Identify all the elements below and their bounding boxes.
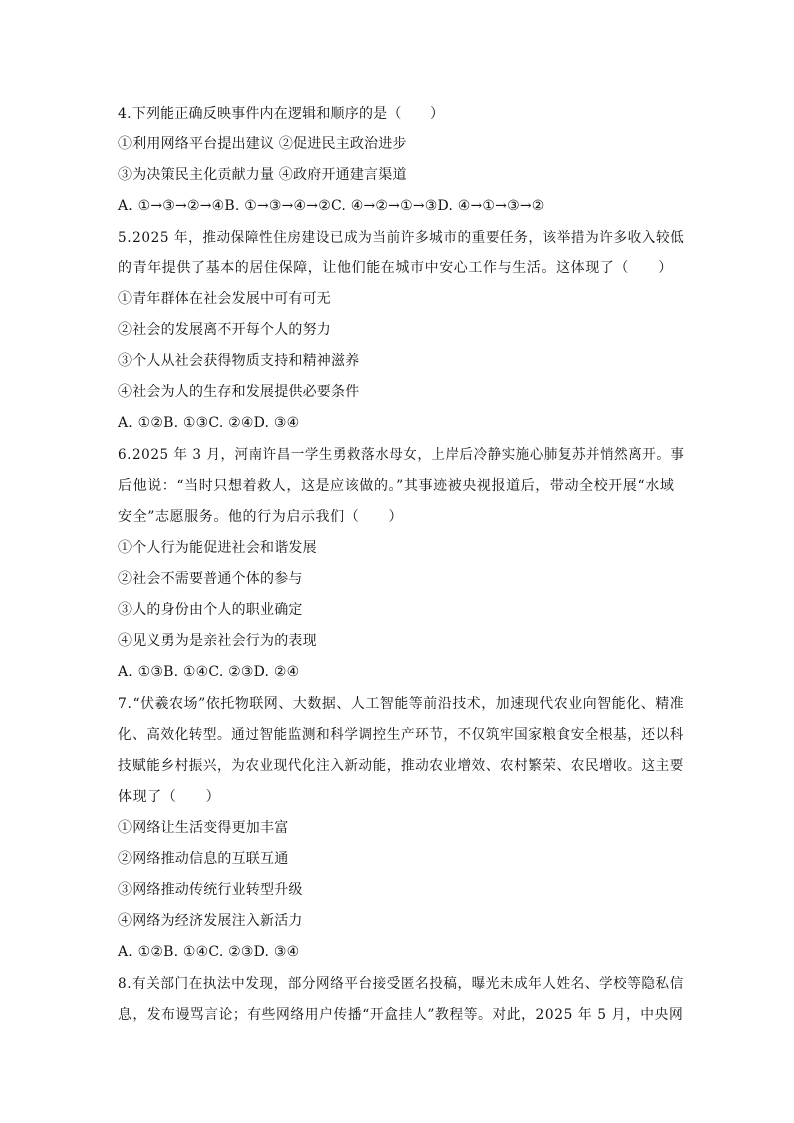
question-7-stem-line-3: 技赋能乡村振兴，为农业现代化注入新动能，推动农业增效、农村繁荣、农民增收。这主要 [118, 758, 684, 774]
question-6-stem-line-1: 6.2025 年 3 月，河南许昌一学生勇救落水母女，上岸后冷静实施心肺复苏并悄然离开。事 [118, 447, 685, 463]
question-5-item-1: ①青年群体在社会发展中可有可无 [118, 291, 331, 307]
question-6-answer-options: A. ①③B. ①④C. ②③D. ②④ [118, 664, 300, 680]
question-6-item-2: ②社会不需要普通个体的参与 [118, 571, 303, 587]
question-7-item-2: ②网络推动信息的互联互通 [118, 851, 289, 867]
question-7-stem-line-2: 化、高效化转型。通过智能监测和科学调控生产环节，不仅筑牢国家粮食安全根基，还以科 [118, 727, 684, 743]
question-4-item-line-2: ③为决策民主化贡献力量 ④政府开通建言渠道 [118, 167, 407, 183]
question-4-stem-line-1: 4.下列能正确反映事件内在逻辑和顺序的是（ ） [118, 106, 445, 122]
question-8-stem-line-1: 8.有关部门在执法中发现，部分网络平台接受匿名投稿，曝光未成年人姓名、学校等隐私信 [118, 976, 684, 992]
question-7-item-3: ③网络推动传统行业转型升级 [118, 882, 303, 898]
question-5-answer-options: A. ①②B. ①③C. ②④D. ③④ [118, 415, 300, 431]
question-5-item-4: ④社会为人的生存和发展提供必要条件 [118, 384, 360, 400]
question-6-item-1: ①个人行为能促进社会和谐发展 [118, 540, 317, 556]
question-7-answer-options: A. ①②B. ①④C. ②③D. ③④ [118, 944, 300, 960]
question-6-item-3: ③人的身份由个人的职业确定 [118, 602, 303, 618]
question-7-item-1: ①网络让生活变得更加丰富 [118, 820, 289, 836]
question-5-item-2: ②社会的发展离不开每个人的努力 [118, 322, 331, 338]
question-4-item-line-1: ①利用网络平台提出建议 ②促进民主政治进步 [118, 136, 407, 152]
question-7-item-4: ④网络为经济发展注入新活力 [118, 913, 303, 929]
question-5-stem-line-1: 5.2025 年，推动保障性住房建设已成为当前许多城市的重要任务，该举措为许多收入较低 [118, 230, 685, 246]
question-5-stem-line-2: 的青年提供了基本的居住保障，让他们能在城市中安心工作与生活。这体现了（ ） [118, 260, 673, 276]
question-6-stem-line-2: 后他说：“当时只想着救人，这是应该做的。”其事迹被央视报道后，带动全校开展“水域 [118, 478, 675, 494]
question-6-stem-line-3: 安全”志愿服务。他的行为启示我们（ ） [118, 509, 404, 525]
question-7-stem-line-1: 7.“伏羲农场”依托物联网、大数据、人工智能等前沿技术，加速现代农业向智能化、精准 [118, 696, 685, 712]
question-5-item-3: ③个人从社会获得物质支持和精神滋养 [118, 353, 360, 369]
question-4-answer-options: A. ①→③→②→④B. ①→③→④→②C. ④→②→①→③D. ④→①→③→② [118, 198, 545, 214]
question-7-stem-line-4: 体现了（ ） [118, 789, 221, 805]
question-8-stem-line-2: 息，发布谩骂言论；有些网络用户传播“开盒挂人”教程等。对此，2025 年 5 月，中央网 [118, 1007, 684, 1023]
question-6-item-4: ④见义勇为是亲社会行为的表现 [118, 633, 317, 649]
